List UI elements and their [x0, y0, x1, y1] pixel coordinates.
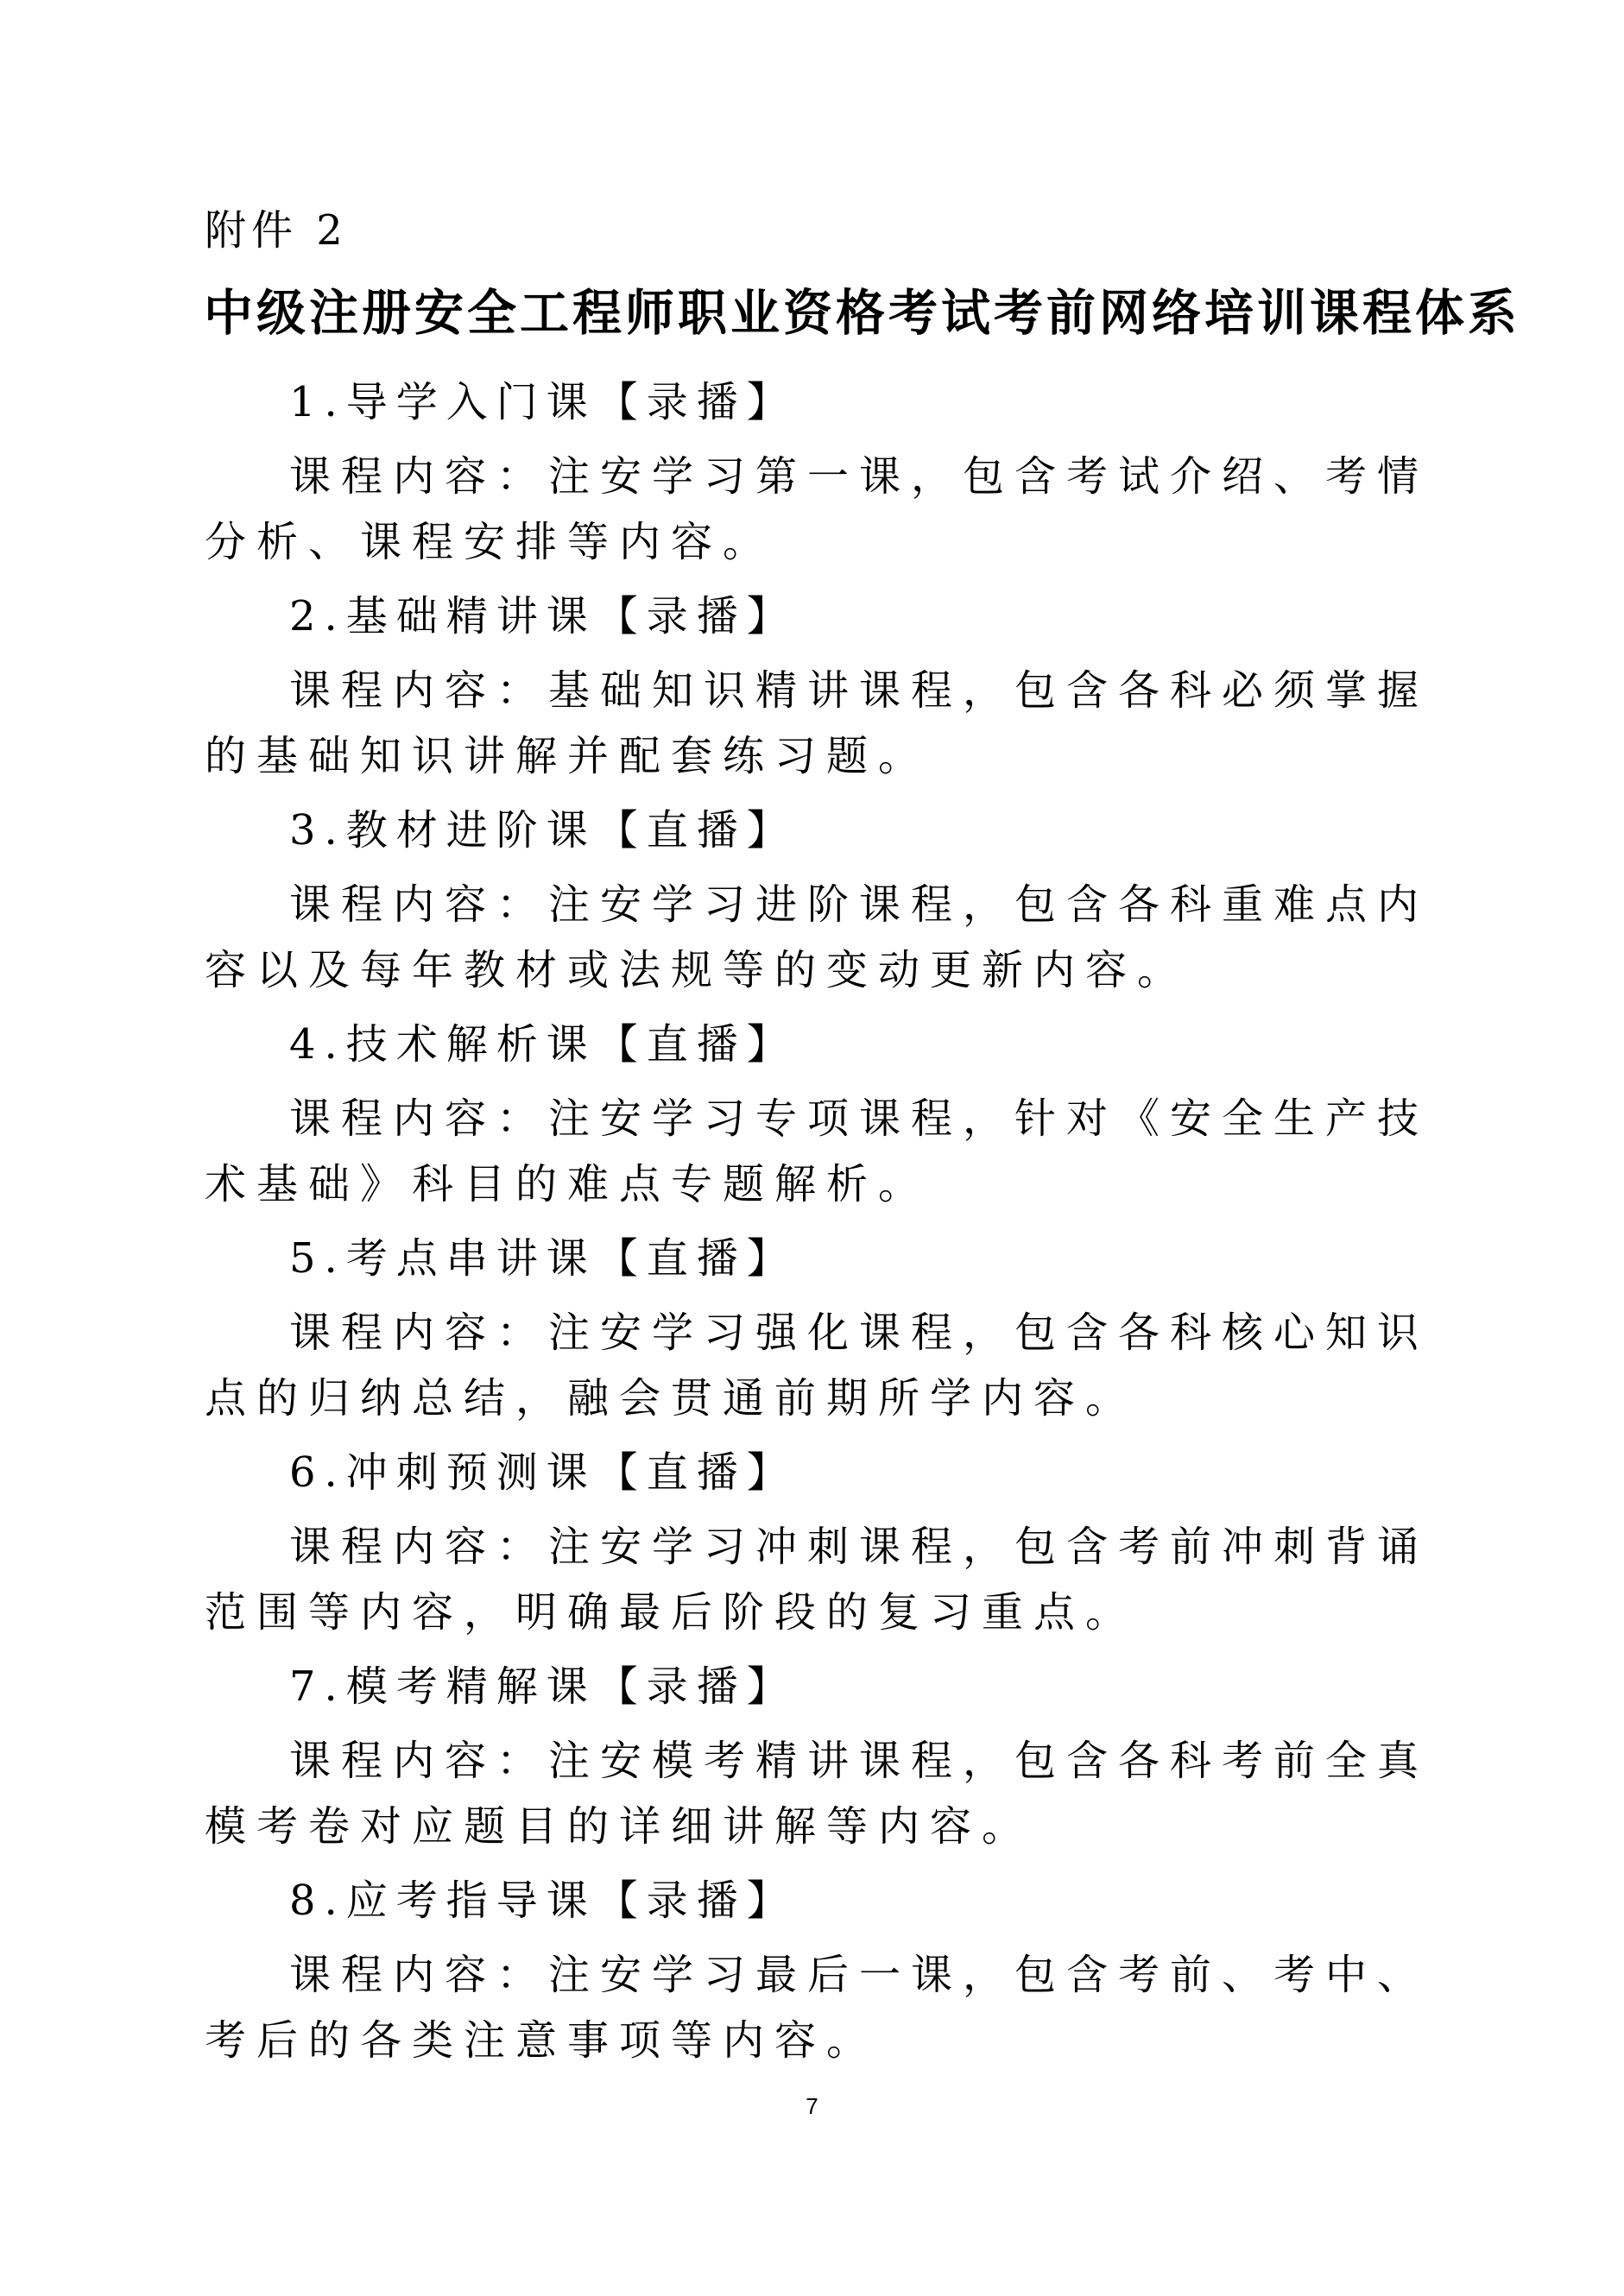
- course-description: 课程内容：注安学习冲刺课程，包含考前冲刺背诵范围等内容，明确最后阶段的复习重点。: [205, 1523, 1430, 1637]
- attachment-label: 附件 2: [205, 206, 348, 255]
- course-heading: 5.考点串讲课【直播】: [289, 1234, 797, 1283]
- course-description: 课程内容：注安学习专项课程，针对《安全生产技术基础》科目的难点专题解析。: [205, 1094, 1430, 1208]
- page-number: 7: [806, 2093, 818, 2119]
- course-description: 课程内容：注安学习第一课，包含考试介绍、考情分析、课程安排等内容。: [205, 452, 1430, 566]
- course-item: [205, 1226, 1458, 1431]
- course-description: 课程内容：注安学习进阶课程，包含各科重难点内容以及每年教材或法规等的变动更新内容。: [205, 880, 1430, 994]
- course-item: [205, 1440, 1458, 1645]
- document-title: 中级注册安全工程师职业资格考试考前网络培训课程体系: [204, 284, 1520, 342]
- course-item: [205, 583, 1458, 789]
- course-heading: 2.基础精讲课【录播】: [289, 592, 797, 640]
- course-heading: 8.应考指导课【录播】: [289, 1877, 797, 1925]
- course-item: [205, 798, 1458, 1003]
- course-heading: 1.导学入门课【录播】: [289, 378, 797, 426]
- course-description: 课程内容：基础知识精讲课程，包含各科必须掌握的基础知识讲解并配套练习题。: [205, 666, 1430, 780]
- course-description: 课程内容：注安学习强化课程，包含各科核心知识点的归纳总结，融会贯通前期所学内容。: [205, 1309, 1430, 1422]
- course-heading: 6.冲刺预测课【直播】: [289, 1448, 797, 1497]
- course-heading: 4.技术解析课【直播】: [289, 1020, 797, 1069]
- course-heading: 3.教材进阶课【直播】: [289, 806, 797, 855]
- course-list: [205, 369, 1458, 2082]
- course-item: [205, 1868, 1458, 2073]
- course-heading: 7.模考精解课【录播】: [289, 1662, 797, 1711]
- course-item: [205, 1654, 1458, 1859]
- course-item: [205, 369, 1458, 575]
- course-description: 课程内容：注安学习最后一课，包含考前、考中、考后的各类注意事项等内容。: [205, 1951, 1430, 2065]
- course-item: [205, 1012, 1458, 1217]
- course-description: 课程内容：注安模考精讲课程，包含各科考前全真模考卷对应题目的详细讲解等内容。: [205, 1737, 1430, 1851]
